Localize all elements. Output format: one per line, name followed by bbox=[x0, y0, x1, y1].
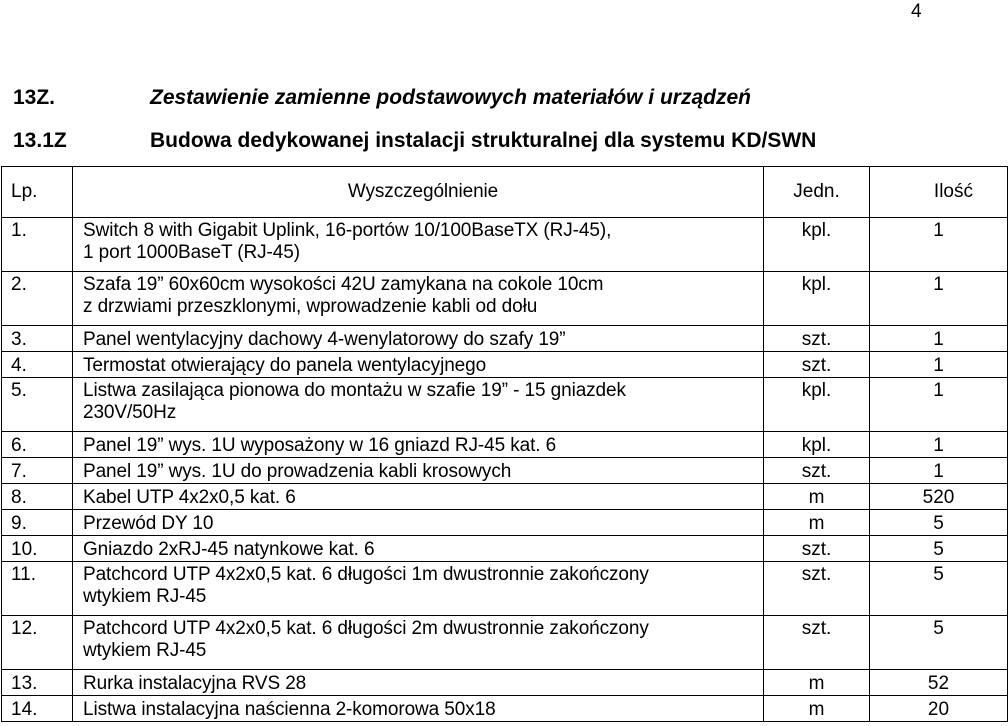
row-quantity: 1 bbox=[870, 218, 1008, 272]
row-description: Switch 8 with Gigabit Uplink, 16-portów 10/100BaseTX (RJ-45), 1 port 1000BaseT (RJ-45) bbox=[73, 218, 764, 272]
row-quantity: 20 bbox=[870, 696, 1008, 722]
row-unit: m bbox=[764, 510, 870, 536]
table-header-row bbox=[2, 167, 1008, 218]
row-description: Listwa instalacyjna naścienna 2-komorowa 50x18 bbox=[73, 696, 764, 722]
table-row bbox=[2, 536, 1008, 562]
row-number: 14. bbox=[2, 696, 73, 722]
row-quantity: 1 bbox=[870, 352, 1008, 378]
row-description: Panel wentylacyjny dachowy 4-wenylatorowy do szafy 19” bbox=[73, 326, 764, 352]
row-unit: szt. bbox=[764, 352, 870, 378]
materials-table bbox=[1, 166, 1008, 722]
table-row bbox=[2, 670, 1008, 696]
page-number: 4 bbox=[911, 1, 922, 22]
row-number: 2. bbox=[2, 272, 73, 326]
row-description: Panel 19” wys. 1U do prowadzenia kabli krosowych bbox=[73, 458, 764, 484]
table-row bbox=[2, 510, 1008, 536]
row-quantity: 52 bbox=[870, 670, 1008, 696]
section-title: Zestawienie zamienne podstawowych materiałów i urządzeń bbox=[150, 86, 751, 109]
row-description: Rurka instalacyjna RVS 28 bbox=[73, 670, 764, 696]
row-number: 11. bbox=[2, 562, 73, 616]
header-unit: Jedn. bbox=[764, 167, 870, 218]
table-row bbox=[2, 484, 1008, 510]
section-heading bbox=[13, 86, 751, 110]
row-quantity: 5 bbox=[870, 562, 1008, 616]
row-description: Gniazdo 2xRJ-45 natynkowe kat. 6 bbox=[73, 536, 764, 562]
subsection-title: Budowa dedykowanej instalacji strukturalnej dla systemu KD/SWN bbox=[150, 129, 817, 152]
table-row bbox=[2, 326, 1008, 352]
row-number: 10. bbox=[2, 536, 73, 562]
row-description: Szafa 19” 60x60cm wysokości 42U zamykana na cokole 10cm z drzwiami przeszklonymi, wprowadzenie kabli od dołu bbox=[73, 272, 764, 326]
row-number: 4. bbox=[2, 352, 73, 378]
row-description: Listwa zasilająca pionowa do montażu w szafie 19” - 15 gniazdek 230V/50Hz bbox=[73, 378, 764, 432]
row-quantity: 5 bbox=[870, 510, 1008, 536]
row-description: Przewód DY 10 bbox=[73, 510, 764, 536]
row-unit: kpl. bbox=[764, 432, 870, 458]
row-unit: kpl. bbox=[764, 218, 870, 272]
row-unit: kpl. bbox=[764, 378, 870, 432]
header-quantity: Ilość bbox=[870, 167, 1008, 218]
row-unit: szt. bbox=[764, 562, 870, 616]
subsection-heading bbox=[13, 129, 816, 153]
row-quantity: 5 bbox=[870, 616, 1008, 670]
row-quantity: 520 bbox=[870, 484, 1008, 510]
row-unit: szt. bbox=[764, 458, 870, 484]
table-row bbox=[2, 458, 1008, 484]
row-description: Patchcord UTP 4x2x0,5 kat. 6 długości 1m dwustronnie zakończony wtykiem RJ-45 bbox=[73, 562, 764, 616]
table-row bbox=[2, 352, 1008, 378]
row-quantity: 1 bbox=[870, 272, 1008, 326]
header-description: Wyszczególnienie bbox=[73, 167, 764, 218]
row-number: 9. bbox=[2, 510, 73, 536]
section-number: 13Z. bbox=[13, 86, 56, 109]
row-quantity: 1 bbox=[870, 458, 1008, 484]
row-number: 13. bbox=[2, 670, 73, 696]
row-number: 7. bbox=[2, 458, 73, 484]
table-row bbox=[2, 616, 1008, 670]
row-number: 6. bbox=[2, 432, 73, 458]
table-row bbox=[2, 562, 1008, 616]
row-quantity: 1 bbox=[870, 432, 1008, 458]
table-row bbox=[2, 272, 1008, 326]
row-unit: szt. bbox=[764, 326, 870, 352]
row-description: Termostat otwierający do panela wentylacyjnego bbox=[73, 352, 764, 378]
row-unit: m bbox=[764, 696, 870, 722]
row-unit: m bbox=[764, 484, 870, 510]
table-row bbox=[2, 218, 1008, 272]
row-unit: m bbox=[764, 670, 870, 696]
row-number: 1. bbox=[2, 218, 73, 272]
row-unit: szt. bbox=[764, 536, 870, 562]
table-row bbox=[2, 378, 1008, 432]
row-quantity: 1 bbox=[870, 326, 1008, 352]
table-row bbox=[2, 432, 1008, 458]
row-quantity: 1 bbox=[870, 378, 1008, 432]
row-number: 5. bbox=[2, 378, 73, 432]
row-number: 8. bbox=[2, 484, 73, 510]
row-description: Kabel UTP 4x2x0,5 kat. 6 bbox=[73, 484, 764, 510]
row-unit: kpl. bbox=[764, 272, 870, 326]
header-lp: Lp. bbox=[2, 167, 73, 218]
row-unit: szt. bbox=[764, 616, 870, 670]
row-number: 3. bbox=[2, 326, 73, 352]
row-quantity: 5 bbox=[870, 536, 1008, 562]
row-number: 12. bbox=[2, 616, 73, 670]
table-row bbox=[2, 696, 1008, 722]
subsection-number: 13.1Z bbox=[13, 129, 67, 152]
row-description: Patchcord UTP 4x2x0,5 kat. 6 długości 2m dwustronnie zakończony wtykiem RJ-45 bbox=[73, 616, 764, 670]
row-description: Panel 19” wys. 1U wyposażony w 16 gniazd RJ-45 kat. 6 bbox=[73, 432, 764, 458]
